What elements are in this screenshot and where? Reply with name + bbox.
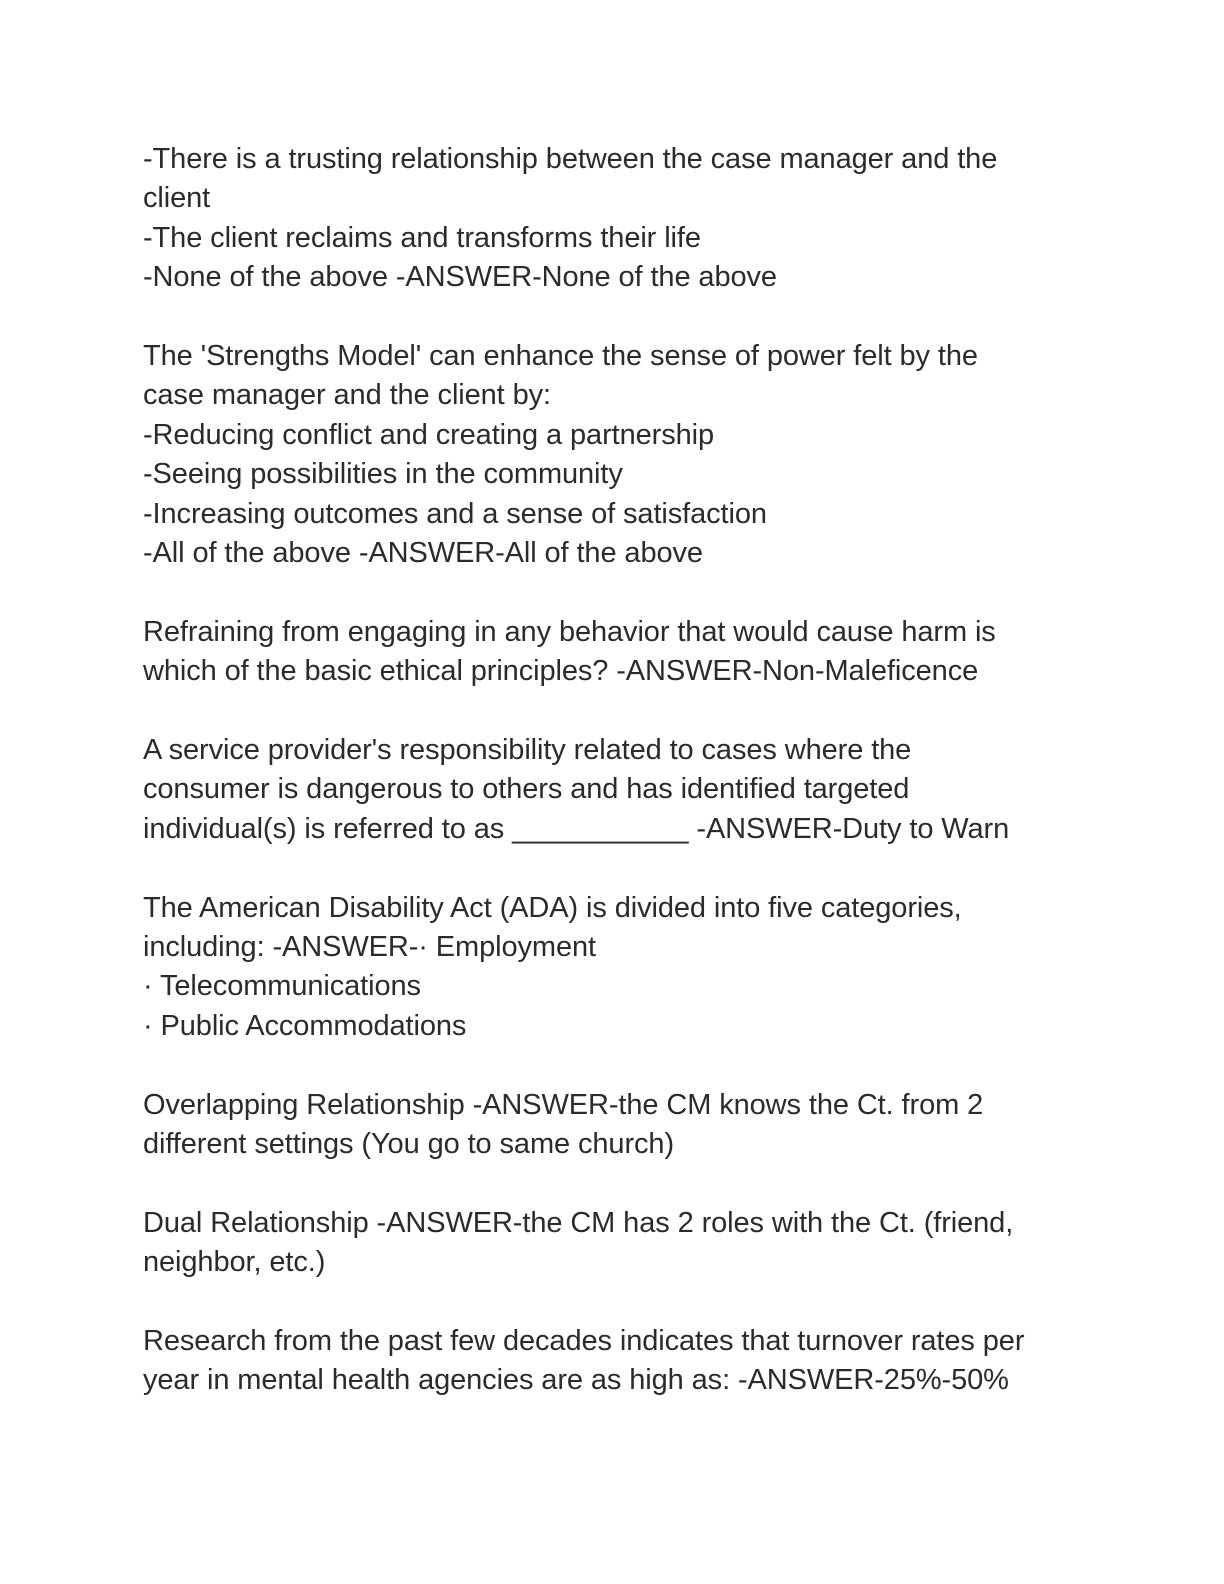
text-line: Refraining from engaging in any behavior that would cause harm is (143, 615, 996, 648)
text-line: -None of the above -ANSWER-None of the above (143, 261, 777, 294)
text-line: different settings (You go to same church) (143, 1128, 674, 1161)
text-line: A service provider's responsibility related to cases where the (143, 734, 912, 767)
text-line: The 'Strengths Model' can enhance the sense of power felt by the (143, 340, 978, 373)
text-line: · Telecommunications (143, 970, 421, 1003)
question-block-ada-categories (143, 889, 1083, 1047)
text-line: -Increasing outcomes and a sense of satisfaction (143, 497, 767, 530)
text-line: year in mental health agencies are as high as: -ANSWER-25%-50% (143, 1364, 1009, 1397)
text-line: -There is a trusting relationship between the case manager and the (143, 143, 998, 175)
text-line: -Seeing possibilities in the community (143, 458, 623, 491)
text-line: client (143, 182, 211, 215)
document-page (143, 140, 1083, 1440)
text-line: consumer is dangerous to others and has identified targeted (143, 773, 910, 806)
text-line: · Public Accommodations (143, 1009, 467, 1042)
text-line: -The client reclaims and transforms their life (143, 221, 701, 254)
text-line: -Reducing conflict and creating a partnership (143, 418, 714, 451)
text-line: including: -ANSWER-· Employment (143, 931, 596, 964)
question-block-non-maleficence (143, 613, 1083, 692)
question-block-dual-relationship (143, 1204, 1083, 1283)
text-line: Research from the past few decades indicates that turnover rates per (143, 1325, 1025, 1358)
text-line: case manager and the client by: (143, 379, 551, 412)
question-block-strengths-model (143, 337, 1083, 573)
text-line: which of the basic ethical principles? -ANSWER-Non-Maleficence (143, 655, 979, 688)
text-line: Dual Relationship -ANSWER-the CM has 2 roles with the Ct. (friend, (143, 1206, 1014, 1239)
text-line: -All of the above -ANSWER-All of the above (143, 537, 703, 570)
question-block-trusting-relationship (143, 140, 1083, 298)
question-block-turnover-rates (143, 1322, 1083, 1401)
question-block-duty-to-warn (143, 731, 1083, 849)
text-line: Overlapping Relationship -ANSWER-the CM knows the Ct. from 2 (143, 1088, 984, 1121)
text-line: neighbor, etc.) (143, 1246, 326, 1279)
question-block-overlapping-relationship (143, 1086, 1083, 1165)
text-line: individual(s) is referred to as ___________ -ANSWER-Duty to Warn (143, 812, 1010, 845)
text-line: The American Disability Act (ADA) is divided into five categories, (143, 891, 962, 924)
